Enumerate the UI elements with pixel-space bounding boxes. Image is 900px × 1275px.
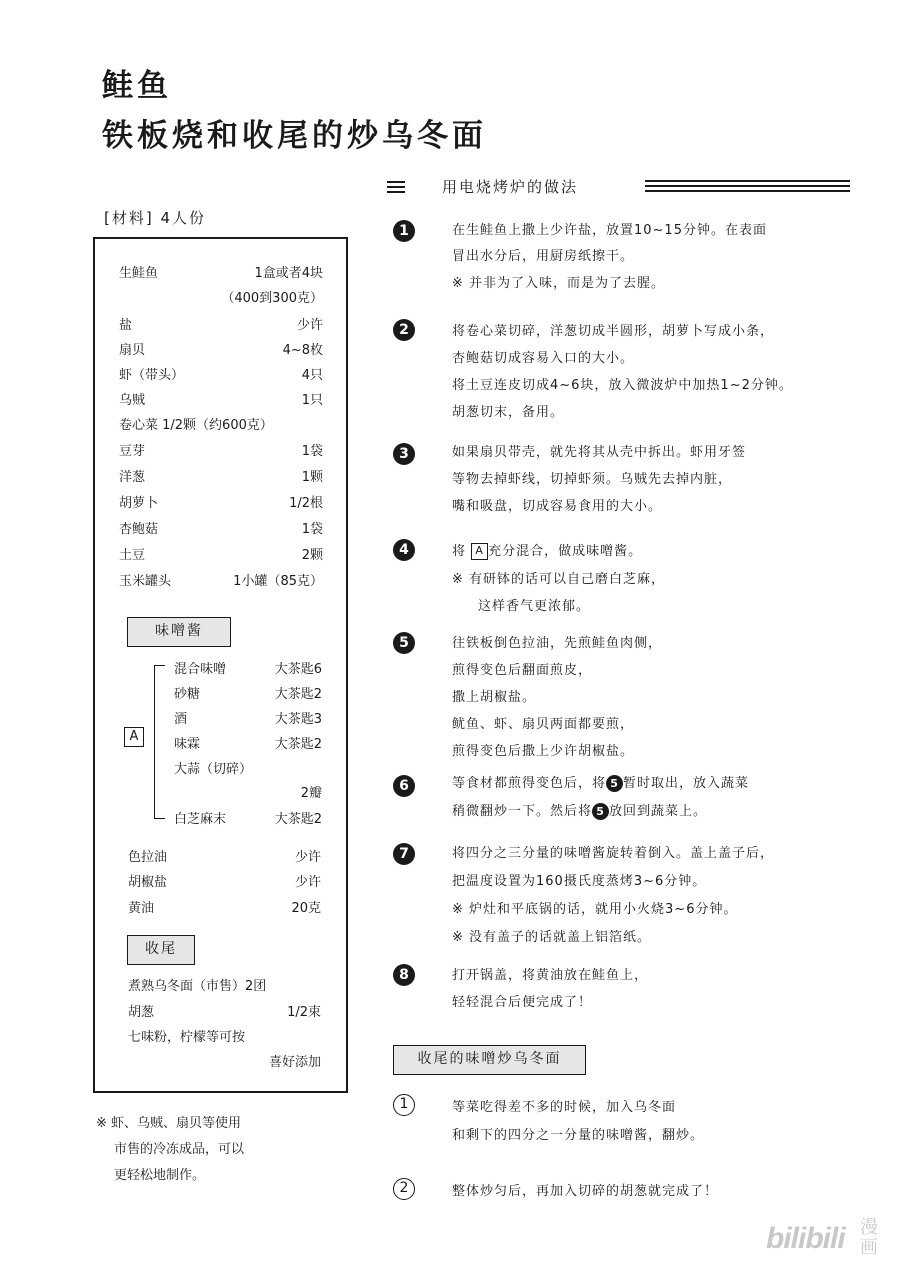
ingredient-row	[128, 871, 321, 891]
step-text: 打开锅盖，将黄油放在鲑鱼上，	[452, 968, 649, 983]
step-text: ※ 没有盖子的话就盖上铝箔纸。	[452, 930, 652, 945]
miso-item	[174, 683, 322, 703]
method-header	[380, 176, 850, 200]
step-text: 嘴和吸盘，切成容易食用的大小。	[452, 499, 663, 514]
miso-item-qty: 大茶匙2	[274, 812, 322, 827]
header-rule-right	[645, 180, 850, 195]
step-number: 7	[393, 843, 415, 865]
step-number: 3	[393, 443, 415, 465]
ingredient-qty: 喜好添加	[268, 1055, 321, 1070]
ingredient-name: 胡葱	[128, 1005, 155, 1020]
a-label-box: A	[471, 543, 488, 560]
step-text: 将土豆连皮切成4~6块，放入微波炉中加热1~2分钟。	[452, 378, 793, 393]
ingredient-row	[119, 339, 323, 359]
ingredient-row	[128, 1051, 321, 1071]
step-text: ※ 有研钵的话可以自己磨白芝麻，	[452, 572, 666, 587]
page-title: 鲑鱼	[102, 68, 172, 104]
ingredient-name: 乌贼	[119, 393, 146, 408]
finish-tag: 收尾	[127, 935, 195, 965]
miso-item	[174, 708, 322, 728]
miso-item	[174, 733, 322, 753]
step-text	[452, 540, 642, 560]
ingredient-qty: 1盒或者4块	[254, 266, 323, 281]
ingredient-qty: 20克	[291, 901, 321, 916]
ingredient-row	[119, 518, 323, 538]
ingredient-row	[119, 314, 323, 334]
ingredient-qty: 1/2根	[289, 496, 323, 511]
ingredient-qty: 1袋	[301, 522, 323, 537]
step-ref-badge: 5	[606, 775, 623, 792]
ingredient-qty: 少许	[296, 318, 323, 333]
step-text: 鱿鱼、虾、扇贝两面都要煎，	[452, 717, 635, 732]
step-text: 等菜吃得差不多的时候，加入乌冬面	[452, 1100, 677, 1115]
step-text: 把温度设置为160摄氏度蒸烤3~6分钟。	[452, 874, 707, 889]
step-text-part: 暂时取出，放入蔬菜	[623, 776, 750, 791]
step-text-part: 稍微翻炒一下。然后将	[452, 804, 593, 819]
ingredient-row	[119, 262, 323, 282]
ingredient-name: 虾（带头）	[119, 368, 185, 383]
step-text: 等物去掉虾线，切掉虾须。乌贼先去掉内脏，	[452, 472, 733, 487]
miso-item-name: 白芝麻末	[174, 812, 227, 827]
ingredient-row	[119, 570, 323, 590]
step-text: 将四分之三分量的味噌酱旋转着倒入。盖上盖子后，	[452, 846, 775, 861]
step-number: 4	[393, 539, 415, 561]
ingredient-qty: 少许	[294, 850, 321, 865]
finish-section-tag: 收尾的味噌炒乌冬面	[393, 1045, 586, 1075]
step-number: 1	[393, 220, 415, 242]
step-text: ※ 炉灶和平底锅的话，就用小火烧3~6分钟。	[452, 902, 738, 917]
step-text: 冒出水分后，用厨房纸擦干。	[452, 249, 635, 264]
step-text: 往铁板倒色拉油，先煎鲑鱼肉侧，	[452, 636, 663, 651]
ingredient-row	[128, 1026, 321, 1046]
step-text	[452, 772, 749, 792]
miso-item	[174, 808, 322, 828]
ingredient-name: 胡椒盐	[128, 875, 168, 890]
step-text: 撒上胡椒盐。	[452, 690, 537, 705]
ingredient-qty: 1/2束	[287, 1005, 321, 1020]
step-ref-badge: 5	[592, 803, 609, 820]
miso-item-name: 酒	[174, 712, 188, 727]
footnote-line: 更轻松地制作。	[114, 1168, 206, 1183]
miso-item-qty: 2瓣	[300, 786, 322, 801]
step-text: 和剩下的四分之一分量的味噌酱，翻炒。	[452, 1128, 705, 1143]
ingredient-row	[119, 389, 323, 409]
step-text	[452, 800, 707, 820]
footnote	[96, 1111, 336, 1189]
step-number: 2	[393, 319, 415, 341]
ingredient-row	[128, 975, 321, 995]
step-text: 将卷心菜切碎，洋葱切成半圆形，胡萝卜写成小条，	[452, 324, 775, 339]
miso-item	[174, 758, 322, 778]
footnote-line: ※ 虾、乌贼、扇贝等使用	[96, 1116, 242, 1131]
ingredient-qty: 1小罐（85克）	[233, 574, 323, 589]
step-text: 整体炒匀后，再加入切碎的胡葱就完成了！	[452, 1184, 719, 1199]
watermark-side-text: 漫画	[860, 1217, 878, 1258]
step-text: 胡葱切末，备用。	[452, 405, 565, 420]
miso-item-name: 大蒜（切碎）	[174, 762, 253, 777]
finish-step-number: 1	[393, 1094, 415, 1116]
step-text: 轻轻混合后便完成了！	[452, 995, 593, 1010]
ingredient-name: 土豆	[119, 548, 146, 563]
miso-item	[174, 782, 322, 802]
ingredient-name: 洋葱	[119, 470, 146, 485]
ingredient-row	[119, 544, 323, 564]
step-text: 如果扇贝带壳，就先将其从壳中拆出。虾用牙签	[452, 445, 747, 460]
ingredient-name: 扇贝	[119, 343, 146, 358]
miso-item	[174, 658, 322, 678]
step-text-part: 放回到蔬菜上。	[609, 804, 708, 819]
ingredient-qty: 少许	[294, 875, 321, 890]
ingredient-qty: 1袋	[301, 444, 323, 459]
miso-item-name: 混合味噌	[174, 662, 227, 677]
step-text: 杏鲍菇切成容易入口的大小。	[452, 351, 635, 366]
ingredient-name: 煮熟乌冬面（市售）2团	[128, 979, 267, 994]
ingredient-name: 七味粉，柠檬等可按	[128, 1030, 246, 1045]
ingredient-qty: 4~8枚	[282, 343, 323, 358]
step-number: 8	[393, 964, 415, 986]
miso-bracket	[154, 665, 165, 819]
step-number: 5	[393, 632, 415, 654]
header-rule-left	[387, 181, 405, 196]
miso-item-qty: 大茶匙6	[274, 662, 322, 677]
miso-item-name: 砂糖	[174, 687, 201, 702]
ingredient-row	[128, 846, 321, 866]
ingredient-row	[128, 1001, 321, 1021]
ingredient-qty: 4只	[301, 368, 323, 383]
footnote-line: 市售的冷冻成品，可以	[114, 1142, 245, 1157]
ingredient-row	[119, 364, 323, 384]
ingredient-name: 黄油	[128, 901, 155, 916]
ingredient-qty: 1只	[301, 393, 323, 408]
watermark-logo	[766, 1218, 888, 1262]
step-text-part: 等食材都煎得变色后，将	[452, 776, 607, 791]
miso-item-qty: 大茶匙3	[274, 712, 322, 727]
ingredient-name: 生鲑鱼	[119, 266, 159, 281]
ingredient-row	[119, 287, 323, 307]
ingredient-name: 胡萝卜	[119, 496, 159, 511]
miso-tag: 味噌酱	[127, 617, 231, 647]
ingredient-name: 杏鲍菇	[119, 522, 159, 537]
ingredient-row	[119, 440, 323, 460]
method-header-label: 用电烧烤炉的做法	[442, 178, 579, 196]
step-number: 6	[393, 775, 415, 797]
ingredient-name: 色拉油	[128, 850, 168, 865]
ingredient-row	[119, 492, 323, 512]
step-text: 这样香气更浓郁。	[478, 599, 591, 614]
step-text: 煎得变色后撒上少许胡椒盐。	[452, 744, 635, 759]
ingredient-name: 盐	[119, 318, 133, 333]
page-subtitle: 铁板烧和收尾的炒乌冬面	[102, 118, 487, 154]
step-text-part: 将	[452, 544, 467, 559]
ingredient-qty: 1颗	[301, 470, 323, 485]
ingredient-name: 玉米罐头	[119, 574, 172, 589]
ingredient-row	[119, 414, 323, 434]
ingredient-row	[119, 466, 323, 486]
ingredient-qty: （400到300克）	[221, 291, 323, 306]
miso-item-qty: 大茶匙2	[274, 737, 322, 752]
ingredient-qty: 2颗	[301, 548, 323, 563]
a-label-box: A	[124, 727, 144, 747]
finish-step-number: 2	[393, 1178, 415, 1200]
ingredients-title: [材料] 4人份	[104, 209, 207, 227]
step-text: 煎得变色后翻面煎皮，	[452, 663, 593, 678]
step-text-part: 充分混合，做成味噌酱。	[488, 544, 643, 559]
ingredient-name: 豆芽	[119, 444, 146, 459]
step-text: ※ 并非为了入味，而是为了去腥。	[452, 276, 666, 291]
ingredient-row	[128, 897, 321, 917]
miso-item-name: 味霖	[174, 737, 201, 752]
ingredient-name: 卷心菜 1/2颗（约600克）	[119, 418, 273, 433]
watermark-text: bilibili	[766, 1222, 845, 1255]
step-text: 在生鲑鱼上撒上少许盐，放置10~15分钟。在表面	[452, 223, 767, 238]
miso-item-qty: 大茶匙2	[274, 687, 322, 702]
